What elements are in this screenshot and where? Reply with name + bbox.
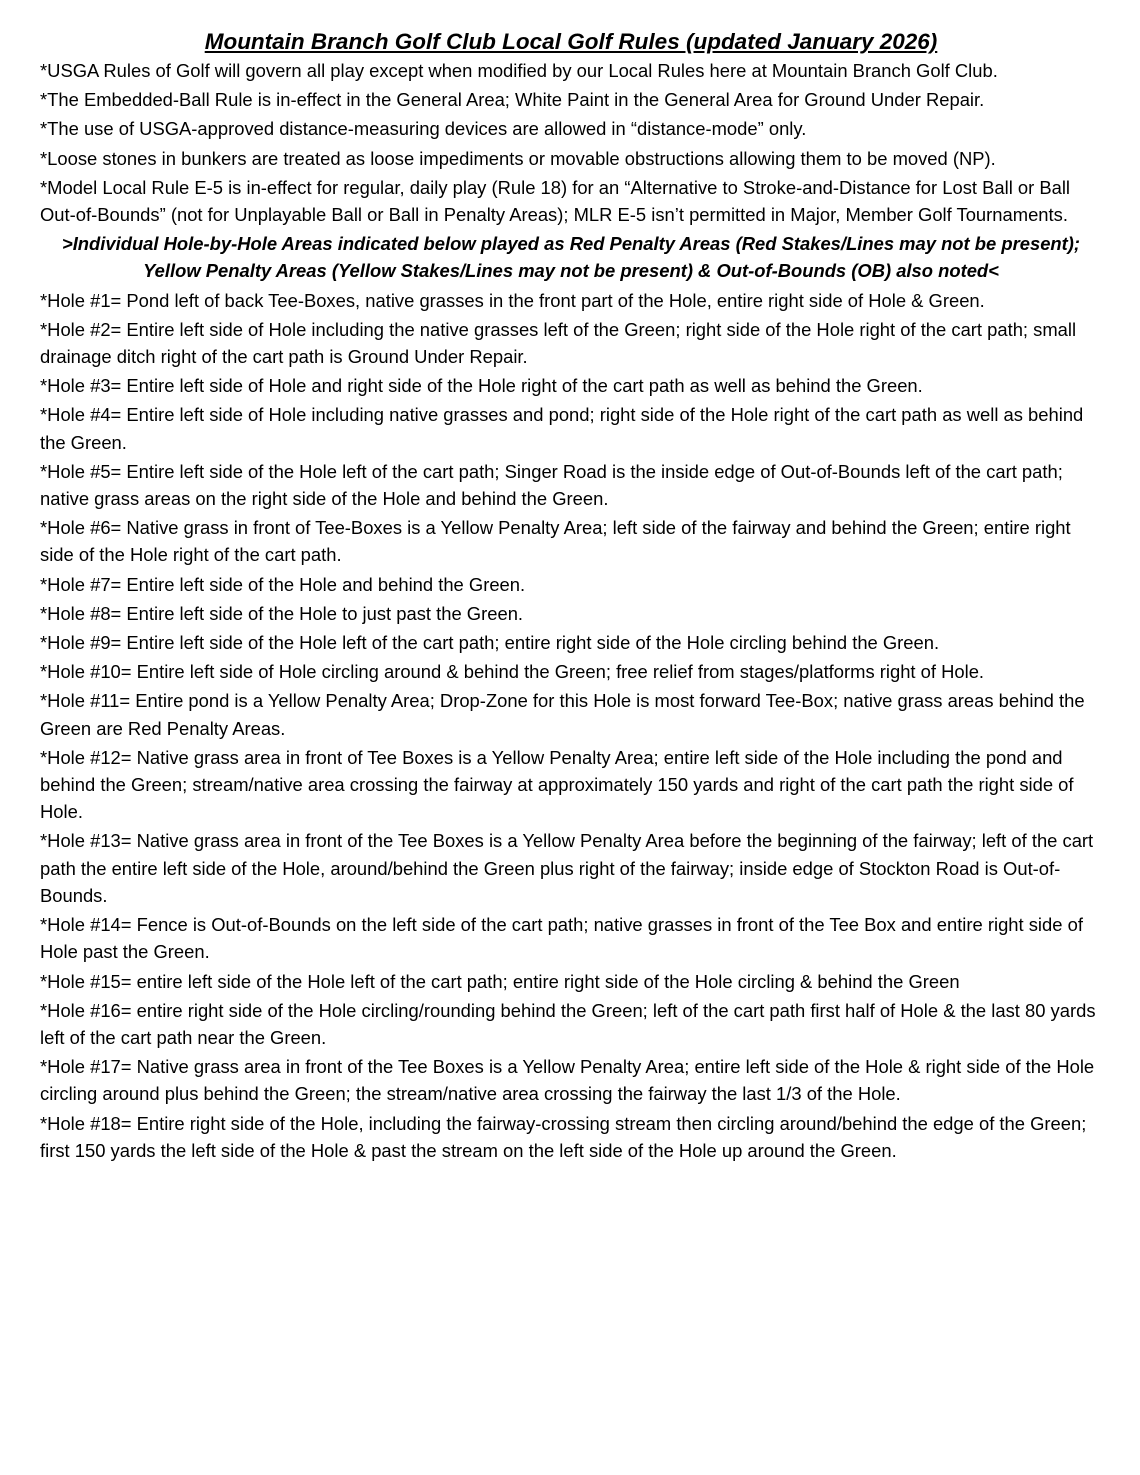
hole-18-rule: *Hole #18= Entire right side of the Hole, including the fairway-crossing stream then circling around/behind the edge of the Green; first 150 yards the left side of the Hole & past the stream on the left side of the Hole up around the Green.: [40, 1112, 1087, 1161]
rule-embedded-ball: *The Embedded-Ball Rule is in-effect in the General Area; White Paint in the General Area for Ground Under Repair.: [40, 89, 985, 111]
hole-7-rule: *Hole #7= Entire left side of the Hole and behind the Green.: [40, 573, 526, 595]
hole-4-rule: *Hole #4= Entire left side of Hole including native grasses and pond; right side of the Hole right of the cart path as well as behind the Green.: [40, 404, 1084, 453]
hole-2-rule: *Hole #2= Entire left side of Hole including the native grasses left of the Green; right side of the Hole right of the cart path; small drainage ditch right of the cart path is Ground Under Repair.: [40, 318, 1077, 368]
rule-loose-stones: *Loose stones in bunkers are treated as loose impediments or movable obstructions allowing them to be moved (NP).: [40, 147, 996, 169]
hole-13-rule: *Hole #13= Native grass area in front of the Tee Boxes is a Yellow Penalty Area before the beginning of the fairway; left of the cart path the entire left side of the Hole, around/behind the Green plus right of the fairway; inside edge of Stockton Road is Out-of-Bounds.: [40, 830, 1094, 906]
hole-10-rule: *Hole #10= Entire left side of Hole circling around & behind the Green; free relief from stages/platforms right of Hole.: [40, 661, 985, 683]
rule-usga: *USGA Rules of Golf will govern all play except when modified by our Local Rules here at Mountain Branch Golf Club.: [40, 60, 998, 81]
hole-1-rule: *Hole #1= Pond left of back Tee-Boxes, native grasses in the front part of the Hole, entire right side of Hole & Green.: [40, 289, 985, 311]
hole-5-rule: *Hole #5= Entire left side of the Hole left of the cart path; Singer Road is the inside edge of Out-of-Bounds left of the cart path; native grass areas on the right side of the Hole and behind the Green.: [40, 460, 1063, 510]
hole-11-rule: *Hole #11= Entire pond is a Yellow Penalty Area; Drop-Zone for this Hole is most forward Tee-Box; native grass areas behind the Green are Red Penalty Areas.: [40, 690, 1085, 739]
document-page: [40, 28, 1102, 1166]
hole-14-rule: *Hole #14= Fence is Out-of-Bounds on the left side of the cart path; native grasses in front of the Tee Box and entire right side of Hole past the Green.: [40, 914, 1083, 963]
hole-17-rule: *Hole #17= Native grass area in front of the Tee Boxes is a Yellow Penalty Area; entire left side of the Hole & right side of the Hole circling around plus behind the Green; the stream/native area crossing the fairway the last 1/3 of the Hole.: [40, 1056, 1095, 1105]
rule-mlr-e5: *Model Local Rule E-5 is in-effect for regular, daily play (Rule 18) for an “Alternative to Stroke-and-Distance for Lost Ball or Ball Out-of-Bounds” (not for Unplayable Ball or Ball in Penalty Areas); MLR E-5 isn’t permitted in Major, Member Golf Tournaments.: [40, 176, 1071, 226]
hole-9-rule: *Hole #9= Entire left side of the Hole left of the cart path; entire right side of the Hole circling behind the Green.: [40, 632, 940, 654]
hole-12-rule: *Hole #12= Native grass area in front of Tee Boxes is a Yellow Penalty Area; entire left side of the Hole including the pond and behind the Green; stream/native area crossing the fairway at approximately 150 yards and right of the cart path the right side of Hole.: [40, 746, 1074, 823]
hole-16-rule: *Hole #16= entire right side of the Hole circling/rounding behind the Green; left of the cart path first half of Hole & the last 80 yards left of the cart path near the Green.: [40, 999, 1096, 1048]
hole-3-rule: *Hole #3= Entire left side of Hole and right side of the Hole right of the cart path as well as behind the Green.: [40, 375, 923, 397]
rule-distance-devices: *The use of USGA-approved distance-measuring devices are allowed in “distance-mode” only.: [40, 118, 807, 140]
hole-6-rule: *Hole #6= Native grass in front of Tee-Boxes is a Yellow Penalty Area; left side of the fairway and behind the Green; entire right side of the Hole right of the cart path.: [40, 517, 1071, 566]
hole-8-rule: *Hole #8= Entire left side of the Hole to just past the Green.: [40, 602, 524, 624]
hole-areas-note: >Individual Hole-by-Hole Areas indicated below played as Red Penalty Areas (Red Stakes/Lines may not be present); Yellow Penalty Areas (Yellow Stakes/Lines may not be present) & Out-of-Bounds (OB) also noted<: [61, 233, 1081, 282]
document-title: Mountain Branch Golf Club Local Golf Rules (updated January 2026): [204, 29, 938, 54]
hole-15-rule: *Hole #15= entire left side of the Hole left of the cart path; entire right side of the Hole circling & behind the Green: [40, 970, 960, 992]
